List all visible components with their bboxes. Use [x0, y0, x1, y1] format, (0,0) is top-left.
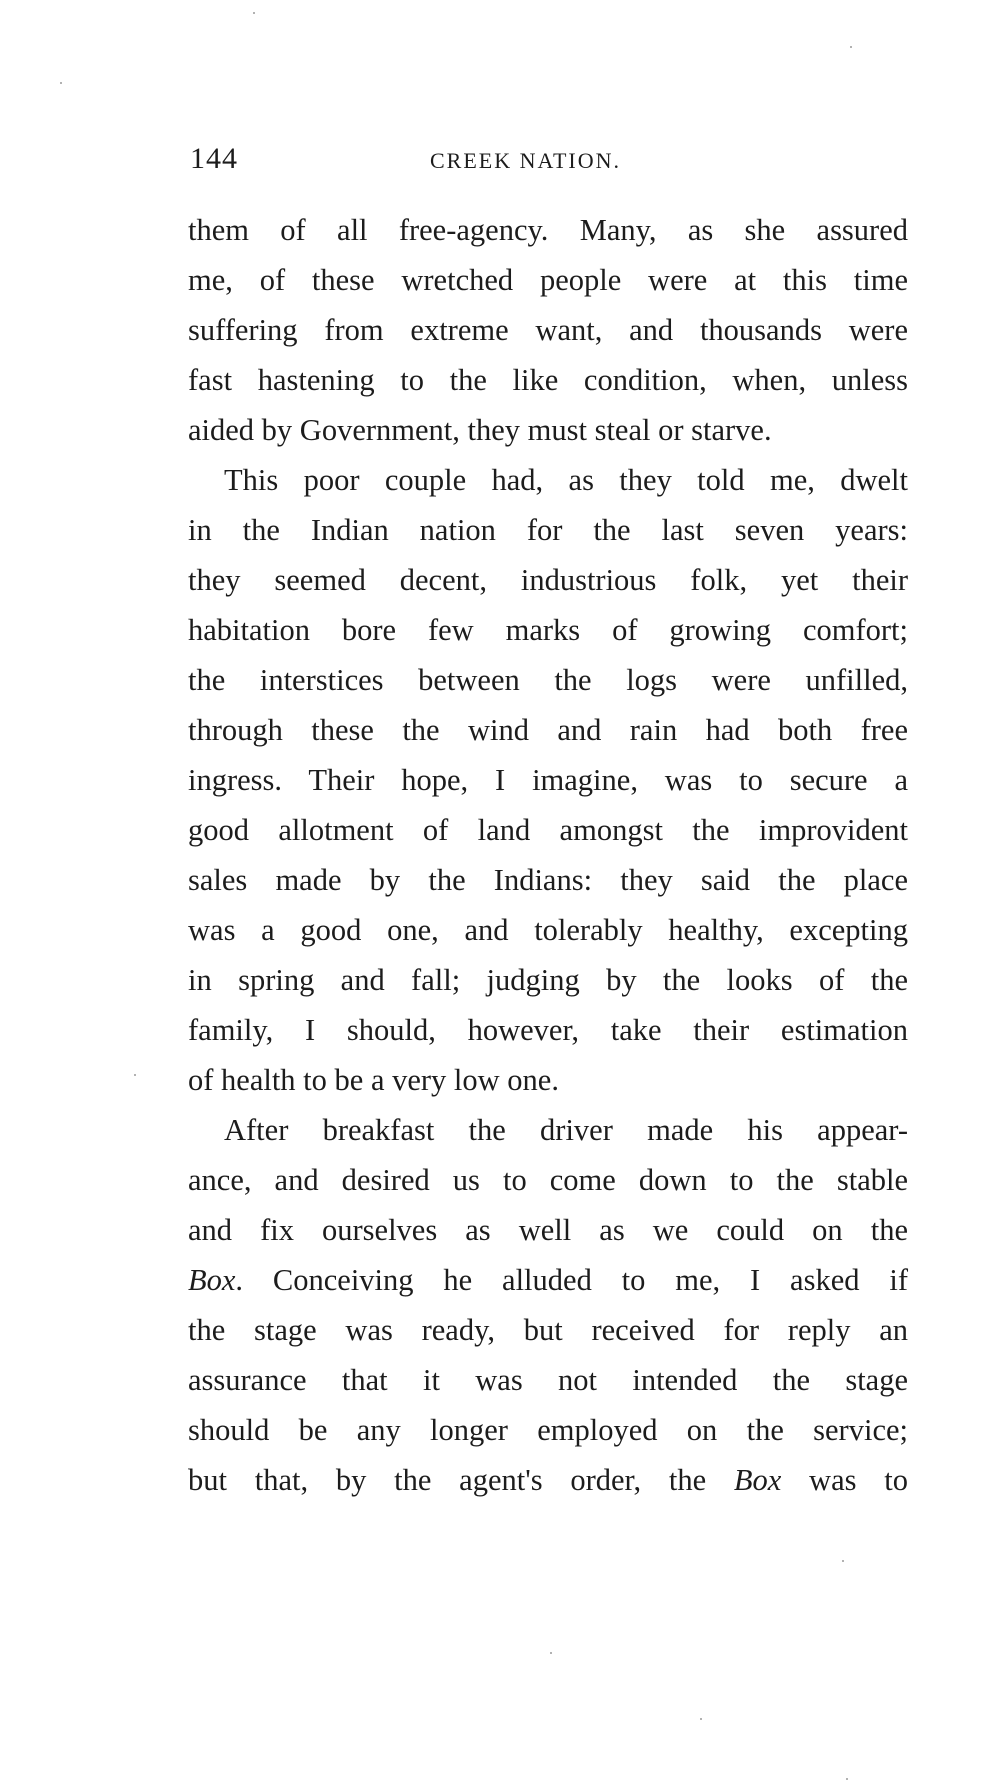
text-line: the stage was ready, but received for reply an — [188, 1313, 908, 1347]
text-line: fast hastening to the like condition, when, unless — [188, 363, 908, 397]
paper-speck — [253, 12, 255, 14]
text-line: and fix ourselves as well as we could on the — [188, 1213, 908, 1247]
paper-speck — [700, 1718, 702, 1720]
text-line: in spring and fall; judging by the looks of the — [188, 963, 908, 997]
text-line: through these the wind and rain had both free — [188, 713, 908, 747]
paper-speck — [550, 1652, 552, 1654]
text-line: habitation bore few marks of growing comfort; — [188, 613, 908, 647]
paper-speck — [842, 1560, 844, 1562]
text-line: family, I should, however, take their estimation — [188, 1013, 908, 1047]
italic-word: Box — [733, 1463, 782, 1497]
text-line: they seemed decent, industrious folk, yet their — [188, 563, 908, 597]
text-line: them of all free-agency. Many, as she assured — [188, 213, 908, 247]
text-line: but that, by the agent's order, the Box was to — [188, 1463, 908, 1497]
text-line: ance, and desired us to come down to the stable — [188, 1163, 908, 1197]
body-text — [188, 205, 908, 1505]
text-line: assurance that it was not intended the stage — [188, 1363, 908, 1397]
text-line: After breakfast the driver made his appear- — [224, 1113, 908, 1147]
paper-speck — [134, 1074, 136, 1076]
text-line: should be any longer employed on the service; — [188, 1413, 908, 1447]
paper-speck — [60, 82, 62, 84]
text-line: good allotment of land amongst the improvident — [188, 813, 908, 847]
text-line: me, of these wretched people were at this time — [188, 263, 908, 297]
text-line: of health to be a very low one. — [188, 1063, 559, 1097]
text-line: ingress. Their hope, I imagine, was to secure a — [188, 763, 908, 797]
text-line: sales made by the Indians: they said the place — [188, 863, 908, 897]
running-head: CREEK NATION. — [430, 148, 621, 173]
text-line: aided by Government, they must steal or starve. — [188, 413, 772, 447]
page-number: 144 — [190, 142, 238, 175]
text-line: in the Indian nation for the last seven years: — [188, 513, 908, 547]
text-line: This poor couple had, as they told me, dwelt — [224, 463, 908, 497]
italic-word: Box — [188, 1263, 236, 1297]
text-line: suffering from extreme want, and thousands were — [188, 313, 908, 347]
text-line: the interstices between the logs were unfilled, — [188, 663, 908, 697]
text-line: was a good one, and tolerably healthy, excepting — [188, 913, 908, 947]
text-line: Box. Conceiving he alluded to me, I asked if — [188, 1263, 908, 1297]
paper-speck — [850, 46, 852, 48]
page-header — [190, 142, 910, 182]
